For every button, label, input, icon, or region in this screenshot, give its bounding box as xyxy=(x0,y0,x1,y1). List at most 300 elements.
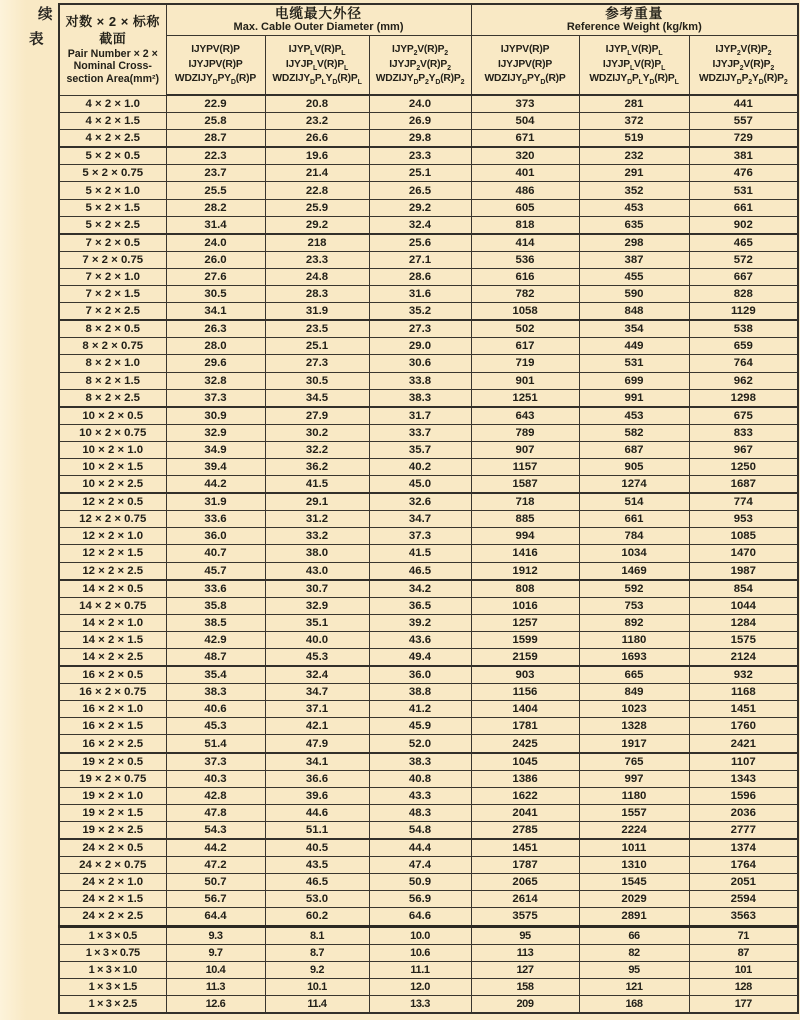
table-row xyxy=(59,338,798,355)
cell-value: 87 xyxy=(689,944,798,961)
cell-value: 38.3 xyxy=(369,389,471,407)
table-row xyxy=(59,753,798,771)
table-row xyxy=(59,528,798,545)
table-row xyxy=(59,787,798,804)
cell-value: 441 xyxy=(689,95,798,113)
cell-value: 42.1 xyxy=(265,718,369,735)
table-row xyxy=(59,735,798,753)
cell-value: 128 xyxy=(689,978,798,995)
cell-value: 26.0 xyxy=(166,251,265,268)
cell-value: 582 xyxy=(579,424,689,441)
table-row xyxy=(59,649,798,667)
cell-value: 29.2 xyxy=(265,216,369,234)
row-label: 5 × 2 × 0.5 xyxy=(59,147,166,165)
cell-value: 25.1 xyxy=(265,338,369,355)
cell-value: 29.8 xyxy=(369,130,471,148)
row-label: 8 × 2 × 1.5 xyxy=(59,372,166,389)
cell-value: 40.3 xyxy=(166,770,265,787)
cable-type-header-row xyxy=(59,36,798,96)
cell-value: 991 xyxy=(579,389,689,407)
cell-value: 765 xyxy=(579,753,689,771)
cell-value: 22.8 xyxy=(265,182,369,199)
cell-value: 29.1 xyxy=(265,493,369,511)
cell-value: 519 xyxy=(579,130,689,148)
cell-value: 11.3 xyxy=(166,978,265,995)
cell-value: 1107 xyxy=(689,753,798,771)
table-row xyxy=(59,580,798,598)
table-row xyxy=(59,718,798,735)
cell-value: 32.6 xyxy=(369,493,471,511)
table-row xyxy=(59,147,798,165)
cell-value: 2224 xyxy=(579,821,689,839)
row-label: 1 × 3 × 1.5 xyxy=(59,978,166,995)
row-label: 7 × 2 × 2.5 xyxy=(59,303,166,321)
cell-value: 28.0 xyxy=(166,338,265,355)
row-label: 16 × 2 × 0.75 xyxy=(59,684,166,701)
cell-value: 42.8 xyxy=(166,787,265,804)
cell-value: 50.9 xyxy=(369,874,471,891)
cell-value: 29.2 xyxy=(369,199,471,216)
table-row xyxy=(59,961,798,978)
cell-value: 572 xyxy=(689,251,798,268)
cell-value: 30.6 xyxy=(369,355,471,372)
cell-value: 34.9 xyxy=(166,441,265,458)
cell-value: 1129 xyxy=(689,303,798,321)
cell-value: 64.4 xyxy=(166,908,265,926)
cell-value: 2777 xyxy=(689,821,798,839)
table-row xyxy=(59,286,798,303)
cell-value: 903 xyxy=(471,666,579,684)
cell-value: 33.6 xyxy=(166,511,265,528)
cell-value: 40.0 xyxy=(265,631,369,648)
table-row xyxy=(59,995,798,1013)
diameter-type-header-2: $IJYP_LV(R)P_L$ $IJYJP_LV(R)P_L$ $WDZIJY_DP_LY_D(R)P_L$ xyxy=(265,36,369,96)
group-header-row xyxy=(59,4,798,36)
table-row xyxy=(59,424,798,441)
table-row xyxy=(59,908,798,926)
cell-value: 12.0 xyxy=(369,978,471,995)
table-row xyxy=(59,804,798,821)
cell-value: 32.9 xyxy=(166,424,265,441)
cell-value: 168 xyxy=(579,995,689,1013)
cell-value: 60.2 xyxy=(265,908,369,926)
cell-value: 828 xyxy=(689,286,798,303)
cell-value: 1404 xyxy=(471,701,579,718)
row-label: 14 × 2 × 0.75 xyxy=(59,597,166,614)
cell-value: 21.4 xyxy=(265,165,369,182)
row-label: 5 × 2 × 2.5 xyxy=(59,216,166,234)
table-row xyxy=(59,857,798,874)
table-row xyxy=(59,821,798,839)
row-label: 14 × 2 × 1.5 xyxy=(59,631,166,648)
cell-value: 1168 xyxy=(689,684,798,701)
cell-value: 2029 xyxy=(579,891,689,908)
cell-value: 23.2 xyxy=(265,113,369,130)
cell-value: 1451 xyxy=(689,701,798,718)
cell-value: 671 xyxy=(471,130,579,148)
cell-value: 764 xyxy=(689,355,798,372)
row-label: 5 × 2 × 0.75 xyxy=(59,165,166,182)
cell-value: 1575 xyxy=(689,631,798,648)
cell-value: 26.3 xyxy=(166,320,265,338)
cell-value: 892 xyxy=(579,614,689,631)
cell-value: 789 xyxy=(471,424,579,441)
cell-value: 43.5 xyxy=(265,857,369,874)
cell-value: 449 xyxy=(579,338,689,355)
cell-value: 2785 xyxy=(471,821,579,839)
cell-value: 40.7 xyxy=(166,545,265,562)
cell-value: 28.3 xyxy=(265,286,369,303)
cell-value: 953 xyxy=(689,511,798,528)
cell-value: 1251 xyxy=(471,389,579,407)
cell-value: 967 xyxy=(689,441,798,458)
cell-value: 538 xyxy=(689,320,798,338)
row-label: 5 × 2 × 1.5 xyxy=(59,199,166,216)
cell-value: 56.7 xyxy=(166,891,265,908)
row-label: 16 × 2 × 2.5 xyxy=(59,735,166,753)
cell-value: 2036 xyxy=(689,804,798,821)
cell-value: 476 xyxy=(689,165,798,182)
cell-value: 1250 xyxy=(689,458,798,475)
cell-value: 808 xyxy=(471,580,579,598)
row-label: 7 × 2 × 0.75 xyxy=(59,251,166,268)
cell-value: 753 xyxy=(579,597,689,614)
cell-value: 10.1 xyxy=(265,978,369,995)
cell-value: 42.9 xyxy=(166,631,265,648)
row-label: 12 × 2 × 2.5 xyxy=(59,562,166,580)
table-header xyxy=(59,4,798,95)
table-row xyxy=(59,199,798,216)
cell-value: 35.2 xyxy=(369,303,471,321)
row-label: 1 × 3 × 1.0 xyxy=(59,961,166,978)
cell-value: 1284 xyxy=(689,614,798,631)
cell-value: 35.7 xyxy=(369,441,471,458)
cell-value: 381 xyxy=(689,147,798,165)
cell-value: 962 xyxy=(689,372,798,389)
cell-value: 44.4 xyxy=(369,839,471,857)
cell-value: 1470 xyxy=(689,545,798,562)
cell-value: 2159 xyxy=(471,649,579,667)
row-label: 10 × 2 × 2.5 xyxy=(59,476,166,494)
cell-value: 414 xyxy=(471,234,579,252)
cell-value: 40.2 xyxy=(369,458,471,475)
cell-value: 40.6 xyxy=(166,701,265,718)
cell-value: 675 xyxy=(689,407,798,425)
cell-value: 531 xyxy=(579,355,689,372)
row-label: 24 × 2 × 1.0 xyxy=(59,874,166,891)
cell-value: 718 xyxy=(471,493,579,511)
cell-value: 1045 xyxy=(471,753,579,771)
cell-value: 661 xyxy=(579,511,689,528)
cell-value: 9.7 xyxy=(166,944,265,961)
table-row xyxy=(59,562,798,580)
table-row xyxy=(59,597,798,614)
cell-value: 848 xyxy=(579,303,689,321)
cell-value: 2051 xyxy=(689,874,798,891)
cell-value: 1557 xyxy=(579,804,689,821)
cell-value: 46.5 xyxy=(369,562,471,580)
table-row xyxy=(59,493,798,511)
diameter-type-header-1: IJYPV(R)P IJYJPV(R)P $WDZIJY_DPY_D(R)P$ xyxy=(166,36,265,96)
cell-value: 54.8 xyxy=(369,821,471,839)
cell-value: 33.2 xyxy=(265,528,369,545)
cell-value: 784 xyxy=(579,528,689,545)
cell-value: 372 xyxy=(579,113,689,130)
cell-value: 39.6 xyxy=(265,787,369,804)
row-label: 14 × 2 × 1.0 xyxy=(59,614,166,631)
cell-value: 36.2 xyxy=(265,458,369,475)
cell-value: 34.1 xyxy=(166,303,265,321)
cell-value: 885 xyxy=(471,511,579,528)
cell-value: 905 xyxy=(579,458,689,475)
cell-value: 932 xyxy=(689,666,798,684)
cell-value: 31.6 xyxy=(369,286,471,303)
table-row xyxy=(59,874,798,891)
reference-weight-en: Reference Weight (kg/km) xyxy=(566,20,702,33)
cell-value: 1587 xyxy=(471,476,579,494)
cell-value: 71 xyxy=(689,926,798,944)
cell-value: 56.9 xyxy=(369,891,471,908)
cell-value: 39.2 xyxy=(369,614,471,631)
table-row xyxy=(59,944,798,961)
cell-value: 453 xyxy=(579,199,689,216)
cell-value: 387 xyxy=(579,251,689,268)
cell-value: 37.3 xyxy=(369,528,471,545)
table-row xyxy=(59,511,798,528)
cell-value: 1011 xyxy=(579,839,689,857)
cell-value: 1912 xyxy=(471,562,579,580)
cell-value: 354 xyxy=(579,320,689,338)
row-label: 16 × 2 × 0.5 xyxy=(59,666,166,684)
cell-value: 1781 xyxy=(471,718,579,735)
cell-value: 592 xyxy=(579,580,689,598)
cell-value: 31.9 xyxy=(265,303,369,321)
cell-value: 35.8 xyxy=(166,597,265,614)
cell-value: 50.7 xyxy=(166,874,265,891)
row-label: 1 × 3 × 0.5 xyxy=(59,926,166,944)
cell-value: 833 xyxy=(689,424,798,441)
row-label: 1 × 3 × 0.75 xyxy=(59,944,166,961)
cell-value: 51.4 xyxy=(166,735,265,753)
cell-value: 32.4 xyxy=(265,666,369,684)
cell-value: 11.4 xyxy=(265,995,369,1013)
cell-value: 30.2 xyxy=(265,424,369,441)
cell-value: 101 xyxy=(689,961,798,978)
cell-value: 209 xyxy=(471,995,579,1013)
cell-value: 1180 xyxy=(579,787,689,804)
row-label: 7 × 2 × 0.5 xyxy=(59,234,166,252)
cell-value: 26.6 xyxy=(265,130,369,148)
cell-value: 1310 xyxy=(579,857,689,874)
cell-value: 45.0 xyxy=(369,476,471,494)
cell-value: 281 xyxy=(579,95,689,113)
table-row xyxy=(59,839,798,857)
cell-value: 13.3 xyxy=(369,995,471,1013)
cell-value: 24.0 xyxy=(369,95,471,113)
cell-value: 27.6 xyxy=(166,268,265,285)
cell-value: 45.7 xyxy=(166,562,265,580)
cell-value: 47.4 xyxy=(369,857,471,874)
cell-value: 33.8 xyxy=(369,372,471,389)
row-label: 19 × 2 × 1.0 xyxy=(59,787,166,804)
cell-value: 1386 xyxy=(471,770,579,787)
cell-value: 38.3 xyxy=(166,684,265,701)
cell-value: 902 xyxy=(689,216,798,234)
cell-value: 19.6 xyxy=(265,147,369,165)
cell-value: 699 xyxy=(579,372,689,389)
cell-value: 659 xyxy=(689,338,798,355)
cell-value: 43.0 xyxy=(265,562,369,580)
cell-value: 35.4 xyxy=(166,666,265,684)
row-label: 4 × 2 × 1.5 xyxy=(59,113,166,130)
cell-value: 34.5 xyxy=(265,389,369,407)
cell-value: 687 xyxy=(579,441,689,458)
cell-value: 1298 xyxy=(689,389,798,407)
cell-value: 486 xyxy=(471,182,579,199)
cell-value: 1157 xyxy=(471,458,579,475)
table-row xyxy=(59,165,798,182)
weight-type-header-2: $IJYP_LV(R)P_L$ $IJYJP_LV(R)P_L$ $WDZIJY_DP_LY_D(R)P_L$ xyxy=(579,36,689,96)
table-row xyxy=(59,372,798,389)
cell-value: 24.8 xyxy=(265,268,369,285)
cell-value: 1023 xyxy=(579,701,689,718)
cell-value: 1451 xyxy=(471,839,579,857)
table-row xyxy=(59,216,798,234)
cell-value: 11.1 xyxy=(369,961,471,978)
cell-value: 32.2 xyxy=(265,441,369,458)
cell-value: 1764 xyxy=(689,857,798,874)
max-diameter-en: Max. Cable Outer Diameter (mm) xyxy=(233,20,404,33)
row-label: 14 × 2 × 0.5 xyxy=(59,580,166,598)
cell-value: 41.5 xyxy=(265,476,369,494)
cell-value: 1787 xyxy=(471,857,579,874)
cell-value: 25.9 xyxy=(265,199,369,216)
cell-value: 9.3 xyxy=(166,926,265,944)
table-row xyxy=(59,95,798,113)
cell-value: 1545 xyxy=(579,874,689,891)
cell-value: 44.6 xyxy=(265,804,369,821)
table-row xyxy=(59,320,798,338)
cell-value: 29.6 xyxy=(166,355,265,372)
cell-value: 22.3 xyxy=(166,147,265,165)
cell-value: 10.0 xyxy=(369,926,471,944)
cell-value: 38.8 xyxy=(369,684,471,701)
cell-value: 401 xyxy=(471,165,579,182)
cell-value: 27.3 xyxy=(369,320,471,338)
cell-value: 30.5 xyxy=(265,372,369,389)
cell-value: 531 xyxy=(689,182,798,199)
cell-value: 907 xyxy=(471,441,579,458)
cell-value: 661 xyxy=(689,199,798,216)
cell-value: 36.0 xyxy=(369,666,471,684)
cell-value: 43.3 xyxy=(369,787,471,804)
table-row xyxy=(59,407,798,425)
table-row xyxy=(59,701,798,718)
cell-value: 2065 xyxy=(471,874,579,891)
cell-value: 45.3 xyxy=(265,649,369,667)
cell-value: 47.2 xyxy=(166,857,265,874)
cell-value: 536 xyxy=(471,251,579,268)
row-label: 19 × 2 × 1.5 xyxy=(59,804,166,821)
cell-value: 45.9 xyxy=(369,718,471,735)
cell-value: 901 xyxy=(471,372,579,389)
cell-value: 2425 xyxy=(471,735,579,753)
cell-value: 51.1 xyxy=(265,821,369,839)
cell-value: 25.8 xyxy=(166,113,265,130)
cell-value: 47.9 xyxy=(265,735,369,753)
cell-value: 232 xyxy=(579,147,689,165)
cell-value: 25.5 xyxy=(166,182,265,199)
cell-value: 32.8 xyxy=(166,372,265,389)
row-label: 24 × 2 × 1.5 xyxy=(59,891,166,908)
cell-value: 1156 xyxy=(471,684,579,701)
reference-weight-group-header xyxy=(471,4,798,36)
cell-value: 557 xyxy=(689,113,798,130)
table-row xyxy=(59,926,798,944)
table-row xyxy=(59,476,798,494)
cell-value: 453 xyxy=(579,407,689,425)
cell-value: 39.4 xyxy=(166,458,265,475)
pair-header-en-line2: Nominal Cross- xyxy=(73,60,152,73)
cell-value: 719 xyxy=(471,355,579,372)
cell-value: 20.8 xyxy=(265,95,369,113)
cell-value: 1760 xyxy=(689,718,798,735)
table-row xyxy=(59,441,798,458)
cell-value: 31.7 xyxy=(369,407,471,425)
weight-type-header-3: $IJYP_2V(R)P_2$ $IJYJP_2V(R)P_2$ $WDZIJY_DP_2Y_D(R)P_2$ xyxy=(689,36,798,96)
table-row xyxy=(59,355,798,372)
cell-value: 2891 xyxy=(579,908,689,926)
row-label: 12 × 2 × 1.0 xyxy=(59,528,166,545)
cell-value: 95 xyxy=(471,926,579,944)
row-label: 24 × 2 × 0.75 xyxy=(59,857,166,874)
cell-value: 23.3 xyxy=(369,147,471,165)
cell-value: 32.9 xyxy=(265,597,369,614)
cell-value: 41.2 xyxy=(369,701,471,718)
cell-value: 33.6 xyxy=(166,580,265,598)
table-row xyxy=(59,268,798,285)
cell-value: 997 xyxy=(579,770,689,787)
cell-value: 8.1 xyxy=(265,926,369,944)
cell-value: 1987 xyxy=(689,562,798,580)
cell-value: 320 xyxy=(471,147,579,165)
cell-value: 12.6 xyxy=(166,995,265,1013)
cell-value: 82 xyxy=(579,944,689,961)
row-label: 1 × 3 × 2.5 xyxy=(59,995,166,1013)
weight-type-header-1: IJYPV(R)P IJYJPV(R)P $WDZIJY_DPY_D(R)P$ xyxy=(471,36,579,96)
pair-header-zh-line2: 截面 xyxy=(99,31,127,46)
cell-value: 177 xyxy=(689,995,798,1013)
cell-value: 291 xyxy=(579,165,689,182)
pair-header-en-line3: section Area(mm²) xyxy=(66,72,160,85)
cell-value: 2421 xyxy=(689,735,798,753)
cell-value: 158 xyxy=(471,978,579,995)
row-label: 8 × 2 × 0.5 xyxy=(59,320,166,338)
cell-value: 667 xyxy=(689,268,798,285)
cell-value: 1328 xyxy=(579,718,689,735)
cell-value: 28.7 xyxy=(166,130,265,148)
cell-value: 643 xyxy=(471,407,579,425)
cell-value: 95 xyxy=(579,961,689,978)
cell-value: 28.2 xyxy=(166,199,265,216)
cell-value: 1596 xyxy=(689,787,798,804)
reference-weight-zh: 参考重量 xyxy=(605,6,664,22)
row-label: 5 × 2 × 1.0 xyxy=(59,182,166,199)
cell-value: 32.4 xyxy=(369,216,471,234)
cell-value: 1274 xyxy=(579,476,689,494)
cell-value: 52.0 xyxy=(369,735,471,753)
row-label: 19 × 2 × 0.75 xyxy=(59,770,166,787)
